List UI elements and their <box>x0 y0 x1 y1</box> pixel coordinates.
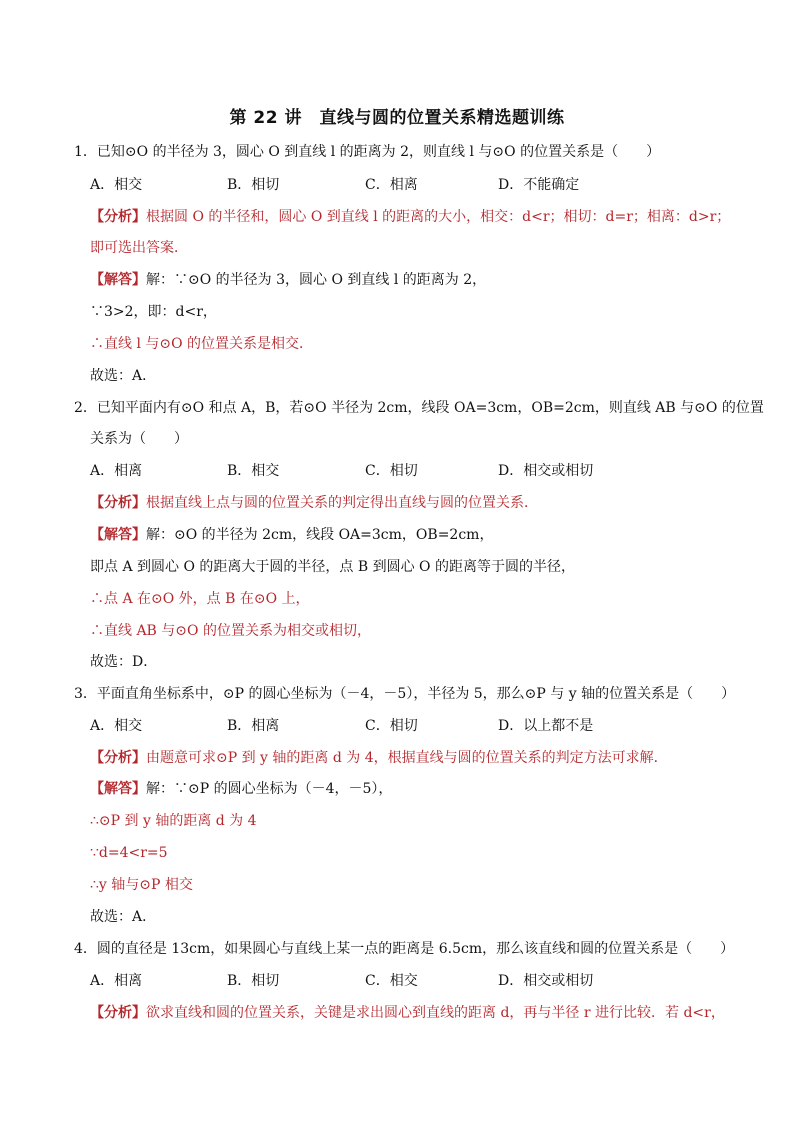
analysis-tag: 【分析】 <box>90 750 146 766</box>
q3-option-d: D．以上都不是 <box>498 718 594 734</box>
q1-analysis <box>90 207 730 227</box>
q4-option-c: C．相交 <box>365 973 418 989</box>
q3-option-a: A．相交 <box>90 718 143 734</box>
analysis-text: 欲求直线和圆的位置关系，关键是求出圆心到直线的距离 d，再与半径 r 进行比较．若 d<r， <box>146 1005 725 1021</box>
question-2-stem: 2．已知平面内有⊙O 和点 A，B，若⊙O 半径为 2cm，线段 OA=3cm，OB=2cm，则直线 AB 与⊙O 的位置 <box>74 400 764 416</box>
question-4-stem: 4．圆的直径是 13cm，如果圆心与直线上某一点的距离是 6.5cm，那么该直线和圆的位置关系是（ ） <box>74 941 735 957</box>
q1-option-b: B．相切 <box>227 177 280 193</box>
q2-choice: 故选：D． <box>90 654 158 670</box>
q1-answer-line: ∴直线 l 与⊙O 的位置关系是相交． <box>90 336 314 352</box>
q3-answer-line: ∴⊙P 到 y 轴的距离 d 为 4 <box>90 813 257 829</box>
q3-answer-line: ∴y 轴与⊙P 相交 <box>90 877 193 893</box>
analysis-tag: 【分析】 <box>90 495 146 511</box>
q4-analysis <box>90 1003 725 1023</box>
question-2-stem-cont: 关系为（ ） <box>90 431 188 447</box>
analysis-text: 根据圆 O 的半径和，圆心 O 到直线 l 的距离的大小，相交：d<r；相切：d=r；相离：d>r； <box>146 209 731 225</box>
q3-answer <box>90 779 392 799</box>
answer-tag: 【解答】 <box>90 527 146 543</box>
q4-option-d: D．相交或相切 <box>498 973 594 989</box>
q1-option-a: A．相交 <box>90 177 143 193</box>
page-title: 第 22 讲 直线与圆的位置关系精选题训练 <box>229 108 565 128</box>
q2-option-d: D．相交或相切 <box>498 463 594 479</box>
answer-tag: 【解答】 <box>90 781 146 797</box>
q1-choice: 故选：A． <box>90 368 157 384</box>
q2-option-b: B．相交 <box>227 463 280 479</box>
question-3-stem: 3．平面直角坐标系中，⊙P 的圆心坐标为（－4，－5），半径为 5，那么⊙P 与 y 轴的位置关系是（ ） <box>74 686 736 702</box>
analysis-tag: 【分析】 <box>90 1005 146 1021</box>
q3-option-b: B．相离 <box>227 718 280 734</box>
q4-option-b: B．相切 <box>227 973 280 989</box>
question-1-stem: 1．已知⊙O 的半径为 3，圆心 O 到直线 l 的距离为 2，则直线 l 与⊙O 的位置关系是（ ） <box>74 144 661 160</box>
q2-answer <box>90 525 493 545</box>
q1-answer <box>90 270 486 290</box>
analysis-text: 根据直线上点与圆的位置关系的判定得出直线与圆的位置关系． <box>146 495 538 511</box>
q3-answer-line: ∵d=4<r=5 <box>90 845 168 861</box>
answer-text: 解：∵⊙P 的圆心坐标为（－4，－5）， <box>146 781 393 797</box>
q2-answer-line: 即点 A 到圆心 O 的距离大于圆的半径，点 B 到圆心 O 的距离等于圆的半径， <box>90 559 575 575</box>
q4-option-a: A．相离 <box>90 973 143 989</box>
q2-option-c: C．相切 <box>365 463 418 479</box>
answer-text: 解：∵⊙O 的半径为 3，圆心 O 到直线 l 的距离为 2， <box>146 272 487 288</box>
answer-tag: 【解答】 <box>90 272 146 288</box>
analysis-text: 由题意可求⊙P 到 y 轴的距离 d 为 4，根据直线与圆的位置关系的判定方法可求解． <box>146 750 668 766</box>
q3-choice: 故选：A． <box>90 909 157 925</box>
q2-analysis <box>90 493 538 513</box>
q3-analysis <box>90 748 668 768</box>
q2-option-a: A．相离 <box>90 463 143 479</box>
q1-answer-line: ∵3>2，即：d<r， <box>90 304 217 320</box>
answer-text: 解：⊙O 的半径为 2cm，线段 OA=3cm，OB=2cm， <box>146 527 494 543</box>
q2-answer-line: ∴点 A 在⊙O 外，点 B 在⊙O 上， <box>90 591 310 607</box>
analysis-tag: 【分析】 <box>90 209 146 225</box>
q3-option-c: C．相切 <box>365 718 418 734</box>
q1-analysis-cont: 即可选出答案． <box>90 240 188 256</box>
q1-option-c: C．相离 <box>365 177 418 193</box>
q2-answer-line: ∴直线 AB 与⊙O 的位置关系为相交或相切， <box>90 623 371 639</box>
q1-option-d: D．不能确定 <box>498 177 580 193</box>
